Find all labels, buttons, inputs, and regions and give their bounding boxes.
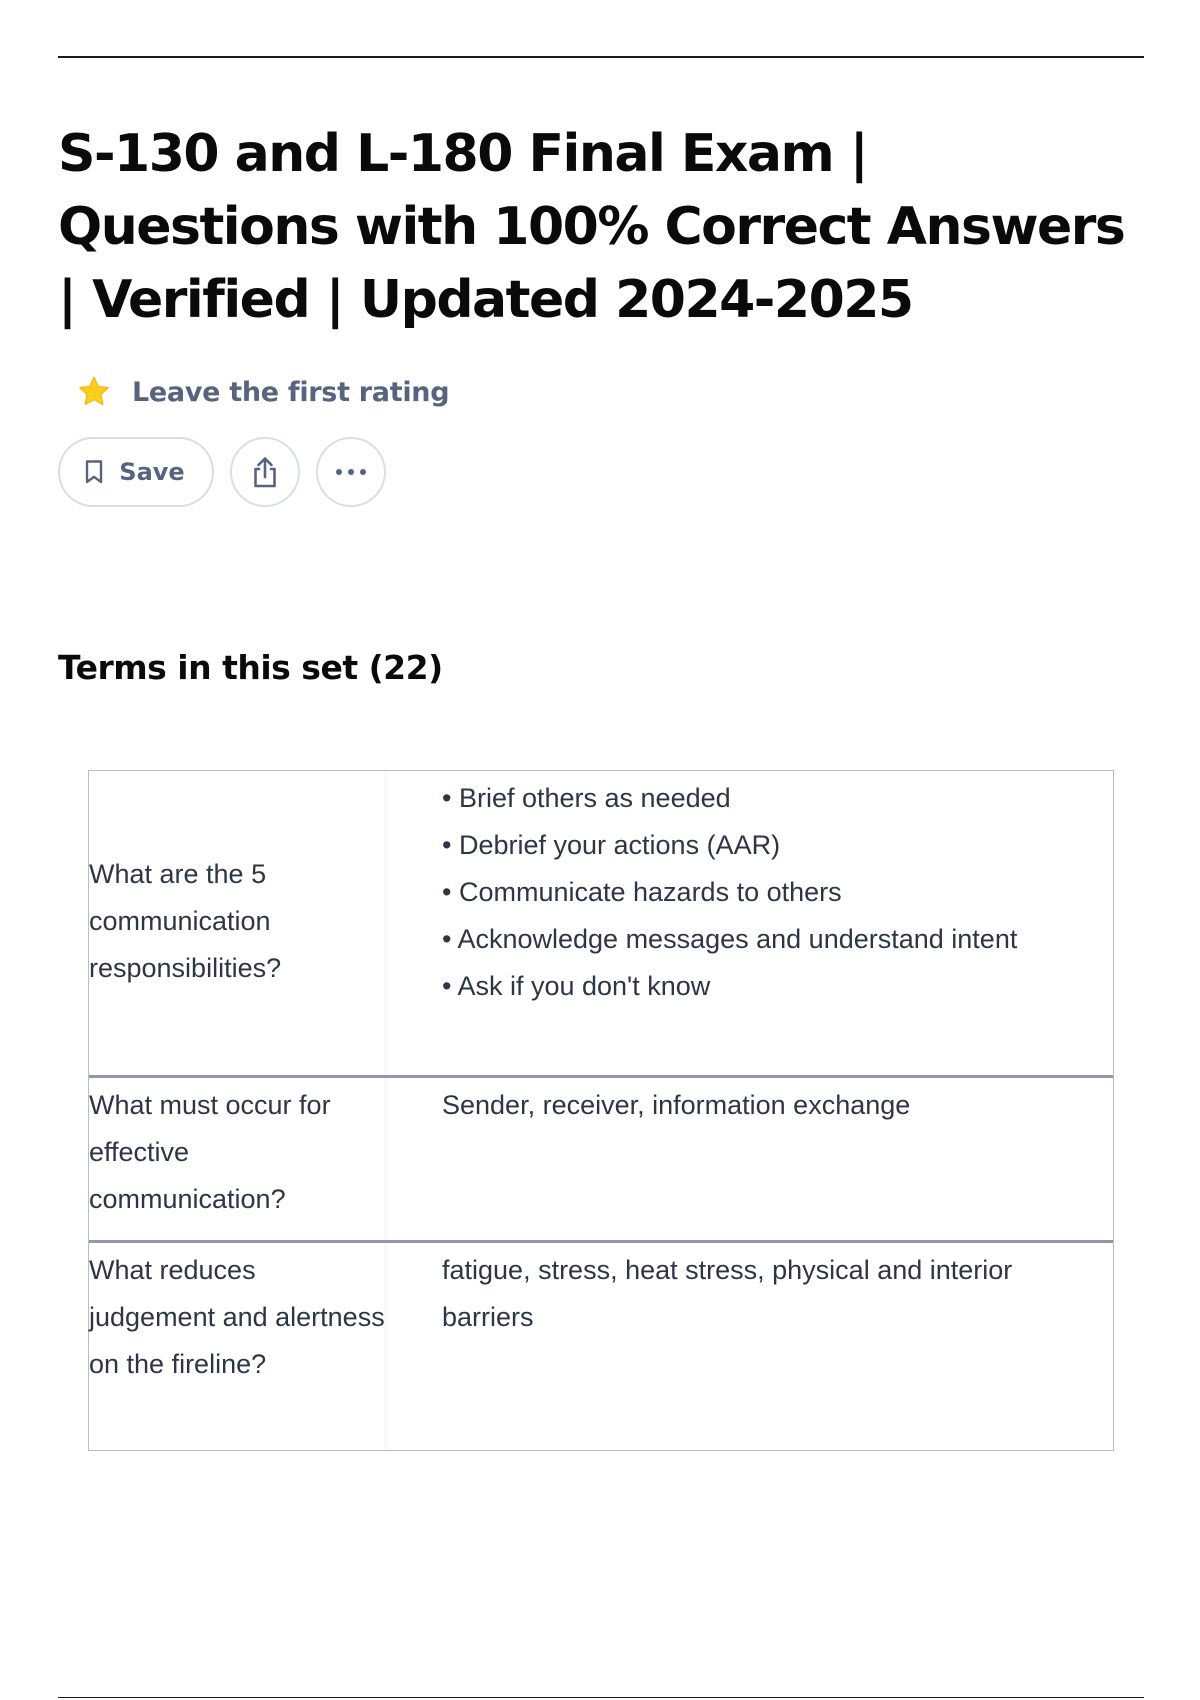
- definition-list: [442, 775, 1073, 1010]
- term-row: [89, 1240, 1113, 1450]
- rating-label: Leave the first rating: [132, 376, 450, 408]
- bottom-divider: [58, 1697, 1144, 1698]
- save-button[interactable]: [58, 437, 214, 507]
- definition-text: fatigue, stress, heat stress, physical and interior barriers: [442, 1255, 1013, 1332]
- term-cell: [89, 771, 386, 1075]
- term-cell: [89, 1078, 386, 1240]
- definition-cell: [386, 1243, 1113, 1450]
- term-text: What are the 5 communication responsibilities?: [89, 858, 282, 983]
- star-icon: [76, 374, 112, 410]
- terms-heading: Terms in this set (22): [58, 648, 443, 687]
- definition-cell: [386, 771, 1113, 1075]
- definition-item: • Acknowledge messages and understand intent: [442, 924, 1018, 954]
- share-button[interactable]: [230, 437, 300, 507]
- action-toolbar: [58, 437, 386, 507]
- definition-cell: [386, 1078, 1113, 1240]
- definition-item: • Debrief your actions (AAR): [442, 830, 781, 860]
- terms-table: [88, 770, 1114, 1451]
- more-options-icon: [334, 468, 368, 476]
- definition-item: • Brief others as needed: [442, 783, 731, 813]
- definition-item: • Communicate hazards to others: [442, 877, 842, 907]
- bookmark-icon: [83, 459, 105, 485]
- save-label: Save: [119, 458, 185, 486]
- top-divider: [58, 56, 1144, 58]
- term-row: [89, 1075, 1113, 1240]
- term-cell: [89, 1243, 386, 1450]
- definition-item: • Ask if you don't know: [442, 971, 711, 1001]
- definition-text: Sender, receiver, information exchange: [442, 1090, 911, 1120]
- term-text: What must occur for effective communication?: [89, 1090, 331, 1214]
- more-options-button[interactable]: [316, 437, 386, 507]
- term-text: What reduces judgement and alertness on the fireline?: [89, 1255, 385, 1379]
- term-row: [89, 771, 1113, 1075]
- share-icon: [249, 455, 281, 489]
- rating-prompt[interactable]: [76, 372, 449, 412]
- page-title: S-130 and L-180 Final Exam | Questions with 100% Correct Answers | Verified | Updated 2024-2025: [58, 124, 1125, 330]
